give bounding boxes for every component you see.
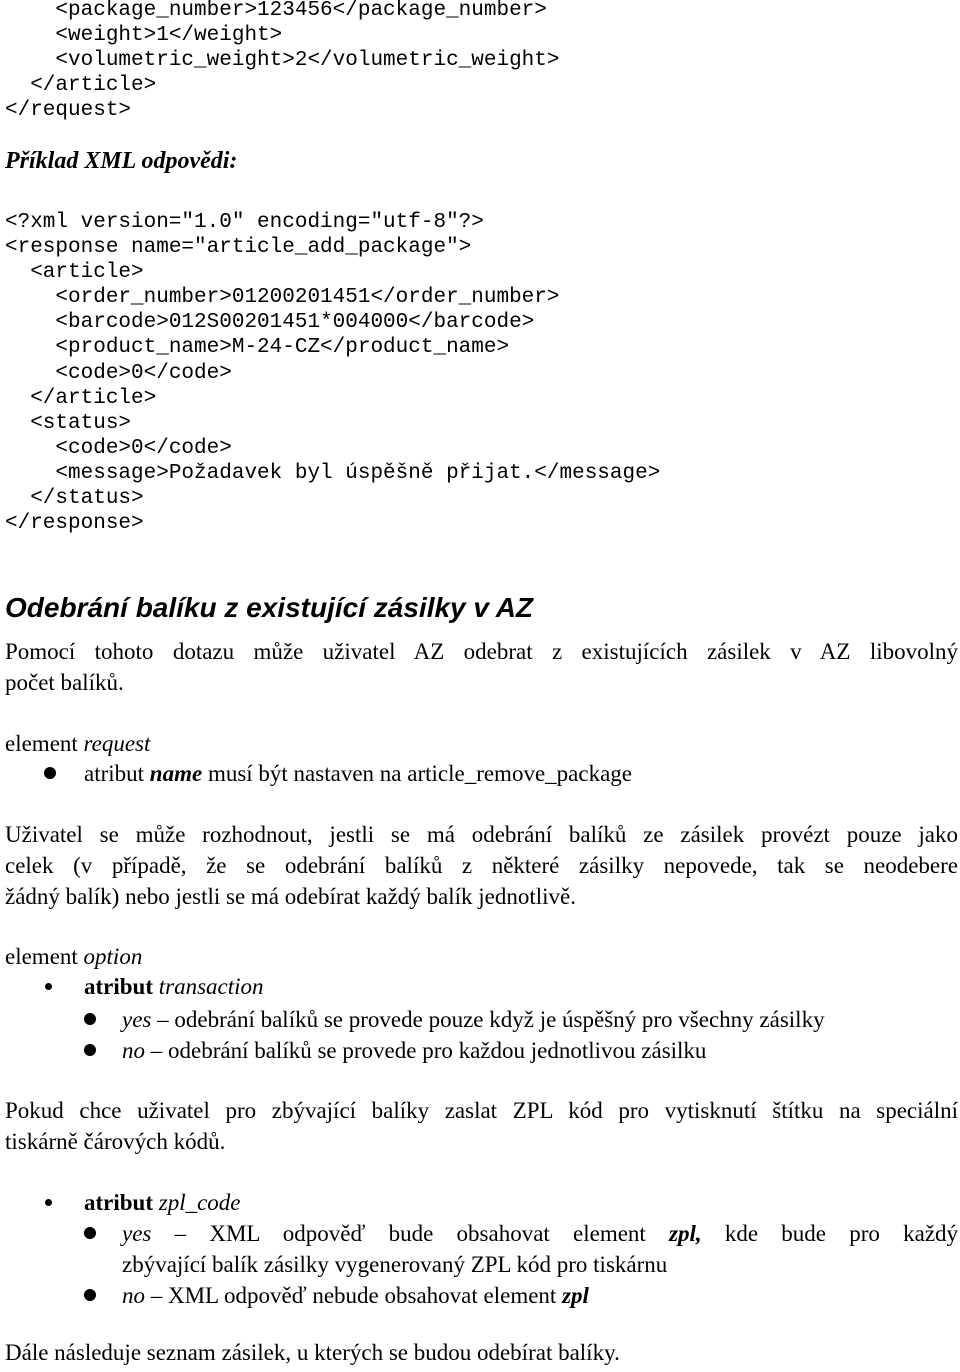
bullet-icon [84, 1227, 96, 1239]
code-line: <order_number>01200201451</order_number> [5, 286, 560, 310]
code-block-request-tail [5, 0, 560, 123]
para-line: celek (v případě, že se odebrání balíků z některé zásilky nepovede, tak se neodebere [5, 853, 958, 878]
value-text: – odebrání balíků se provede pouze když je úspěšný pro všechny zásilky [157, 1007, 825, 1032]
element-request [5, 728, 958, 759]
zpl-no [122, 1280, 589, 1311]
value-key: yes [122, 1007, 152, 1032]
bullet-icon [84, 1044, 96, 1056]
transaction-attr [84, 971, 264, 1002]
intro-line: počet balíků. [5, 670, 124, 695]
value-key: no [122, 1283, 145, 1308]
attr-name: zpl_code [158, 1190, 241, 1215]
attr-prefix: atribut [84, 1190, 153, 1215]
value-elem: zpl [562, 1283, 589, 1308]
zpl-attr [84, 1187, 241, 1218]
element-option [5, 941, 958, 972]
code-line: <code>0</code> [5, 436, 232, 460]
intro-paragraph [5, 636, 958, 698]
code-line: <code>0</code> [5, 361, 232, 385]
code-line: <volumetric_weight>2</volumetric_weight> [5, 49, 560, 73]
value-text: – odebrání balíků se provede pro každou jednotlivou zásilku [150, 1038, 707, 1063]
value-key: yes [122, 1221, 152, 1246]
bullet-icon [84, 1013, 96, 1025]
bullet-attr: name [149, 761, 203, 786]
code-line: </response> [5, 512, 144, 536]
value-text: – XML odpověď nebude obsahovat element [150, 1283, 557, 1308]
paragraph-zpl-info [5, 1095, 958, 1157]
code-line: <?xml version="1.0" encoding="utf-8"?> [5, 211, 484, 234]
closing-paragraph: Dále následuje seznam zásilek, u kterých se budou odebírat balíky. [5, 1340, 620, 1365]
value-text: kde bude pro každý [724, 1221, 959, 1246]
attr-name: transaction [158, 974, 264, 999]
code-line: <package_number>123456</package_number> [5, 0, 547, 22]
bullet-prefix: atribut [84, 761, 145, 786]
request-bullet [84, 758, 632, 789]
paragraph-transaction-info [5, 819, 958, 912]
example-heading: Příklad XML odpovědi: [5, 148, 238, 174]
transaction-yes [122, 1004, 825, 1035]
value-elem: zpl, [669, 1221, 702, 1246]
code-line: <response name="article_add_package"> [5, 236, 472, 260]
section-title: Odebrání balíku z existující zásilky v AZ [5, 592, 534, 623]
intro-line: Pomocí tohoto dotazu může uživatel AZ odebrat z existujících zásilek v AZ libovolný [5, 639, 958, 664]
element-name: request [83, 731, 151, 756]
code-line: <weight>1</weight> [5, 24, 283, 48]
element-label: element [5, 731, 78, 756]
code-line: </article> [5, 74, 157, 98]
small-bullet-icon [45, 983, 52, 990]
code-line: </article> [5, 386, 157, 410]
code-line: <status> [5, 411, 132, 435]
small-bullet-icon [45, 1199, 52, 1206]
code-line: </request> [5, 99, 132, 123]
zpl-yes [122, 1218, 958, 1280]
code-line: <article> [5, 261, 144, 285]
code-line: <message>Požadavek byl úspěšně přijat.</message> [5, 461, 661, 485]
bullet-icon [44, 767, 56, 779]
element-label: element [5, 944, 78, 969]
value-text: zbývající balík zásilky vygenerovaný ZPL kód pro tiskárnu [122, 1252, 668, 1277]
code-line: <barcode>012S00201451*004000</barcode> [5, 311, 535, 335]
value-text: – XML odpověď bude obsahovat element [174, 1221, 646, 1246]
code-block-response [5, 210, 660, 536]
element-name: option [83, 944, 143, 969]
bullet-icon [84, 1289, 96, 1301]
code-line: </status> [5, 487, 144, 511]
bullet-text: musí být nastaven na article_remove_package [207, 761, 632, 786]
value-key: no [122, 1038, 145, 1063]
attr-prefix: atribut [84, 974, 153, 999]
transaction-no [122, 1035, 706, 1066]
para-line: Uživatel se může rozhodnout, jestli se má odebrání balíků ze zásilek provézt pouze jako [5, 822, 958, 847]
code-line: <product_name>M-24-CZ</product_name> [5, 336, 510, 360]
para-line: tiskárně čárových kódů. [5, 1129, 226, 1154]
para-line: Pokud chce uživatel pro zbývající balíky zaslat ZPL kód pro vytisknutí štítku na speciální [5, 1098, 958, 1123]
para-line: žádný balík) nebo jestli se má odebírat každý balík jednotlivě. [5, 884, 576, 909]
